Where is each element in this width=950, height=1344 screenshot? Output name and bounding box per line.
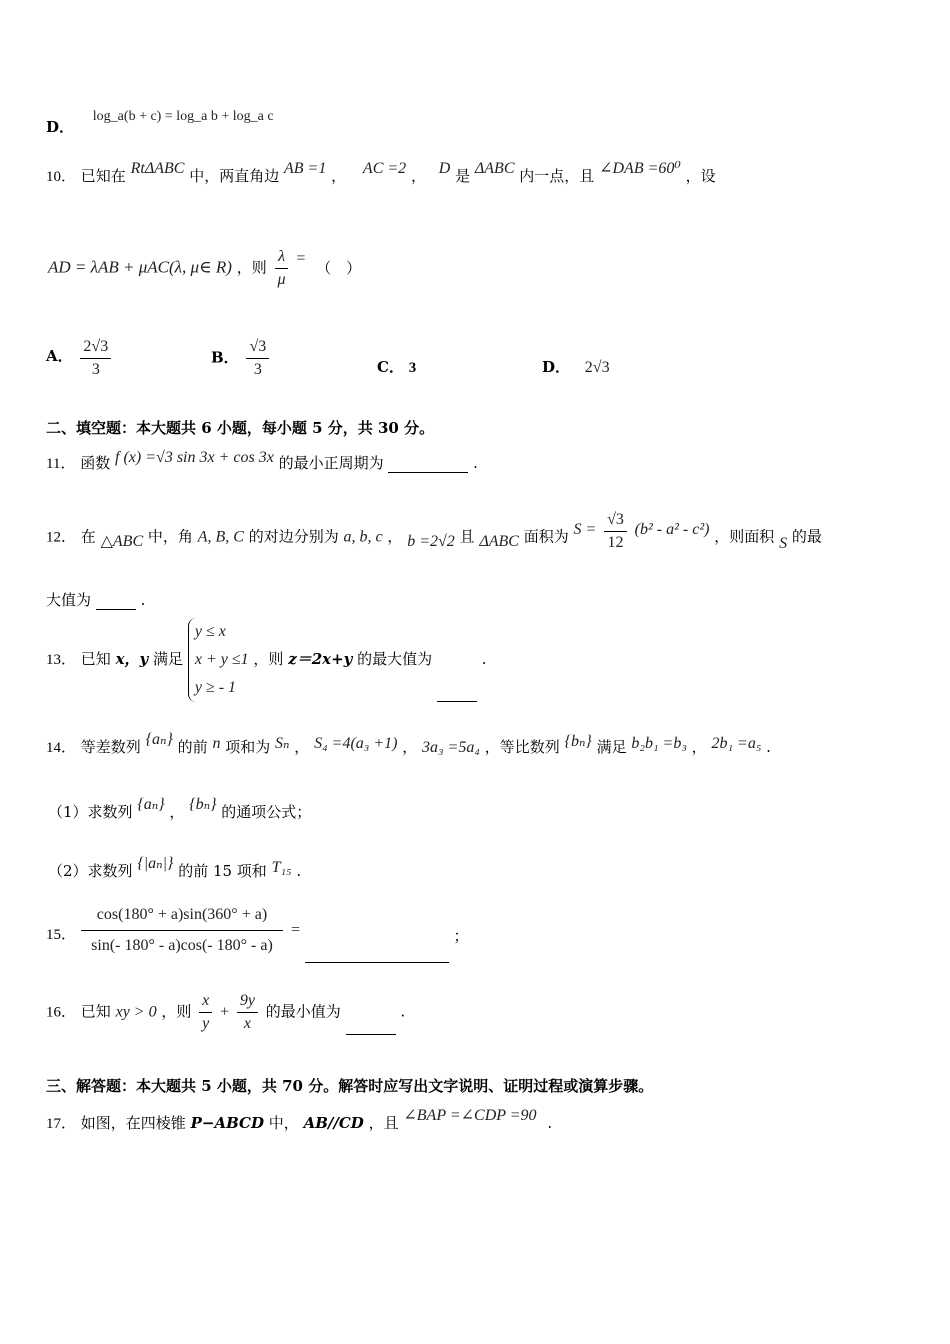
q11-text: 的最小正周期为 — [278, 454, 384, 472]
q14-stem — [46, 731, 771, 757]
q16-text: ，则 — [161, 1002, 192, 1021]
q14-part2-end: . — [296, 862, 302, 880]
q10-option-a — [46, 336, 114, 381]
q17-number: 17． — [46, 1116, 77, 1132]
q15-eq: = — [290, 921, 300, 939]
q12-math: S = — [573, 520, 597, 538]
q12-text: ，则面积 — [714, 527, 775, 546]
q15-fraction — [81, 904, 283, 957]
q17-math: AB//CD — [303, 1114, 364, 1132]
q14-number: 14． — [46, 740, 77, 756]
q10-math: AB =1 — [284, 160, 327, 177]
q10-option-label: D． — [542, 358, 571, 376]
q12-text: 中，角 — [147, 527, 193, 546]
q12-frac-bottom: 12 — [607, 534, 624, 551]
q14-text: ， — [402, 738, 418, 756]
q15-number: 15． — [46, 926, 77, 943]
q16-math: xy > 0 — [115, 1003, 157, 1021]
q13-text: 满足 — [153, 650, 184, 668]
q10-option-value: 3 — [408, 360, 417, 376]
q11-end: . — [473, 454, 478, 472]
q17-math: ∠BAP =∠CDP =90 — [403, 1107, 537, 1124]
q10-math: ∠DAB =60⁰ — [599, 160, 681, 177]
q14-part1-math: {aₙ} — [137, 796, 165, 813]
q13-text: 已知 — [80, 650, 111, 668]
q11-number: 11． — [46, 456, 76, 472]
q10-eq: = — [296, 249, 306, 267]
q15-frac-bottom: sin(- 180° - a)cos(- 180° - a) — [91, 937, 273, 954]
q14-math: {aₙ} — [145, 731, 173, 748]
q10-math: D — [438, 160, 451, 177]
q10-text: 已知在 — [80, 167, 126, 185]
q9-option-d — [46, 104, 274, 136]
q15-end: ； — [453, 926, 469, 945]
q12-stem — [46, 511, 822, 560]
q12-frac-top: √3 — [604, 509, 627, 532]
q13-end: . — [481, 650, 487, 668]
q17-end: . — [547, 1114, 553, 1132]
q10-math: RtΔABC — [130, 160, 185, 177]
q10-option-frac-bottom: 3 — [91, 361, 100, 378]
q10-math: AC =2 — [362, 160, 407, 177]
q10-option-c — [377, 356, 416, 377]
q14-text: 项和为 — [225, 738, 271, 756]
q14-text: 满足 — [596, 738, 627, 756]
q10-vector-eq: AD = λAB + μAC(λ, μ∈ R) — [48, 257, 232, 277]
q16-plus: + — [220, 1003, 230, 1021]
q14-math: 2b₁ =a₅ — [711, 735, 762, 752]
q12-text: 的最 — [791, 527, 822, 546]
q12-text: 大值为 — [46, 591, 92, 609]
q15-stem — [46, 904, 469, 957]
q16-stem — [46, 990, 405, 1035]
q12-math: b =2√2 — [407, 532, 455, 550]
q13-text: ，则 — [253, 650, 284, 668]
q12-number: 12． — [46, 529, 77, 546]
section-2-heading: 二、填空题：本大题共 6 小题，每小题 5 分，共 30 分。 — [46, 419, 435, 437]
q16-frac-top: 9y — [237, 990, 258, 1013]
q16-end: . — [400, 1002, 406, 1021]
q12-math: S — [779, 534, 788, 552]
q14-part1 — [48, 796, 312, 822]
q14-math: Sₙ — [275, 735, 290, 752]
q9-option-d-formula: log_a(b + c) = log_a b + log_a c — [92, 109, 274, 124]
q11-stem — [46, 449, 478, 473]
q10-option-b — [211, 336, 272, 381]
q14-text: 等差数列 — [80, 738, 141, 756]
q10-text: 是 — [455, 167, 471, 185]
q10-option-frac-top: √3 — [246, 336, 269, 359]
q16-fraction — [199, 990, 212, 1035]
q17-stem — [46, 1107, 553, 1133]
q14-part1-sep: ， — [169, 803, 185, 821]
q14-math: {bₙ} — [564, 733, 592, 750]
q16-fraction — [237, 990, 258, 1035]
q10-stem — [46, 160, 716, 186]
q13-constraints — [188, 618, 249, 702]
q12-math: a, b, c — [343, 528, 383, 546]
q10-frac-top: λ — [275, 246, 288, 269]
q14-part2-math: T₁₅ — [271, 859, 292, 876]
q12-math: (b² - a² - c²) — [634, 520, 710, 538]
q17-text: 如图，在四棱锥 — [80, 1114, 186, 1132]
q10-text: ，设 — [685, 167, 716, 185]
q10-option-d — [542, 356, 610, 377]
q12-math: △ABC — [100, 532, 144, 550]
q10-options — [0, 336, 950, 388]
q14-text: 的前 — [177, 738, 208, 756]
q10-text: 内一点，且 — [519, 167, 595, 185]
q14-part2-text: 的前 15 项和 — [178, 862, 267, 880]
q10-text: ， — [331, 167, 347, 185]
q14-part1-label: （1）求数列 — [48, 803, 133, 821]
q12-text: ， — [387, 527, 403, 546]
q16-text: 的最小值为 — [265, 1002, 341, 1021]
q12-text: 面积为 — [523, 527, 569, 546]
q17-text: 中， — [268, 1114, 299, 1132]
q10-number: 10． — [46, 169, 77, 185]
q10-option-value: 2√3 — [584, 359, 610, 376]
q14-text: ，等比数列 — [484, 738, 560, 756]
q14-part2 — [48, 855, 302, 881]
q12-text: 在 — [80, 527, 96, 546]
q12-text: 的对边分别为 — [248, 527, 339, 546]
q10-math: ΔABC — [474, 160, 515, 177]
q14-math: b₂b₁ =b₃ — [631, 735, 687, 752]
q13-stem — [46, 618, 487, 702]
q17-text: ，且 — [368, 1114, 399, 1132]
q14-part2-math: {|aₙ|} — [137, 855, 174, 872]
q11-formula: f (x) =√3 sin 3x + cos 3x — [115, 449, 274, 466]
q12-stem-line2 — [46, 589, 145, 610]
q14-math: 3a₃ =5a₄ — [422, 739, 480, 756]
q14-part1-math: {bₙ} — [189, 796, 217, 813]
q13-objective: z＝2x+y — [288, 650, 353, 668]
q16-frac-bottom: y — [202, 1015, 210, 1032]
q10-option-frac-bottom: 3 — [253, 361, 262, 378]
q10-frac-bottom: μ — [277, 271, 286, 288]
q10-text: ，则 — [236, 258, 267, 277]
q10-text: ， — [410, 167, 426, 185]
q12-fraction — [604, 509, 627, 554]
q14-math: S₄ =4(a₃ +1) — [314, 735, 398, 752]
q10-text: 中，两直角边 — [189, 167, 280, 185]
q10-fraction — [275, 246, 289, 291]
q14-end: . — [766, 738, 771, 756]
q13-number: 13． — [46, 652, 77, 668]
q13-answer-blank — [437, 687, 477, 702]
q10-option-fraction — [246, 336, 269, 381]
q16-frac-top: x — [199, 990, 212, 1013]
q13-constraint: y ≥ - 1 — [194, 679, 237, 696]
q17-math: P−ABCD — [190, 1114, 264, 1132]
q10-option-label: B． — [211, 348, 239, 367]
q15-answer-blank — [305, 948, 449, 963]
q12-end: . — [140, 591, 146, 609]
q10-paren: （ ） — [316, 258, 362, 277]
q13-constraint: y ≤ x — [194, 623, 226, 640]
q11-text: 函数 — [80, 454, 111, 472]
q16-frac-bottom: x — [243, 1015, 251, 1032]
q16-number: 16． — [46, 1004, 77, 1021]
q14-text: ， — [691, 738, 707, 756]
q14-part1-text: 的通项公式； — [221, 803, 312, 821]
q14-math: n — [212, 735, 221, 752]
q13-constraint: x + y ≤1 — [194, 651, 249, 668]
q14-part2-label: （2）求数列 — [48, 862, 133, 880]
q16-answer-blank — [346, 1020, 396, 1035]
q10-option-label: A． — [46, 346, 73, 365]
q12-text: 且 — [459, 527, 475, 546]
q11-answer-blank — [388, 458, 468, 473]
q14-text: ， — [294, 738, 310, 756]
q13-text: 的最大值为 — [357, 650, 433, 668]
q10-stem-line2 — [48, 246, 361, 291]
q10-option-label: C． — [377, 358, 404, 376]
q12-math: A, B, C — [197, 528, 244, 546]
section-3-heading: 三、解答题：本大题共 5 小题，共 70 分。解答时应写出文字说明、证明过程或演算步骤。 — [46, 1077, 654, 1095]
q12-math: ΔABC — [479, 532, 519, 550]
q9-option-d-label: D． — [46, 118, 75, 136]
q13-vars: x，y — [115, 650, 149, 668]
q10-option-fraction — [80, 336, 111, 381]
q10-option-frac-top: 2√3 — [80, 336, 111, 359]
q16-text: 已知 — [80, 1002, 111, 1021]
q12-answer-blank — [96, 595, 136, 610]
q15-frac-top: cos(180° + a)sin(360° + a) — [81, 904, 283, 931]
